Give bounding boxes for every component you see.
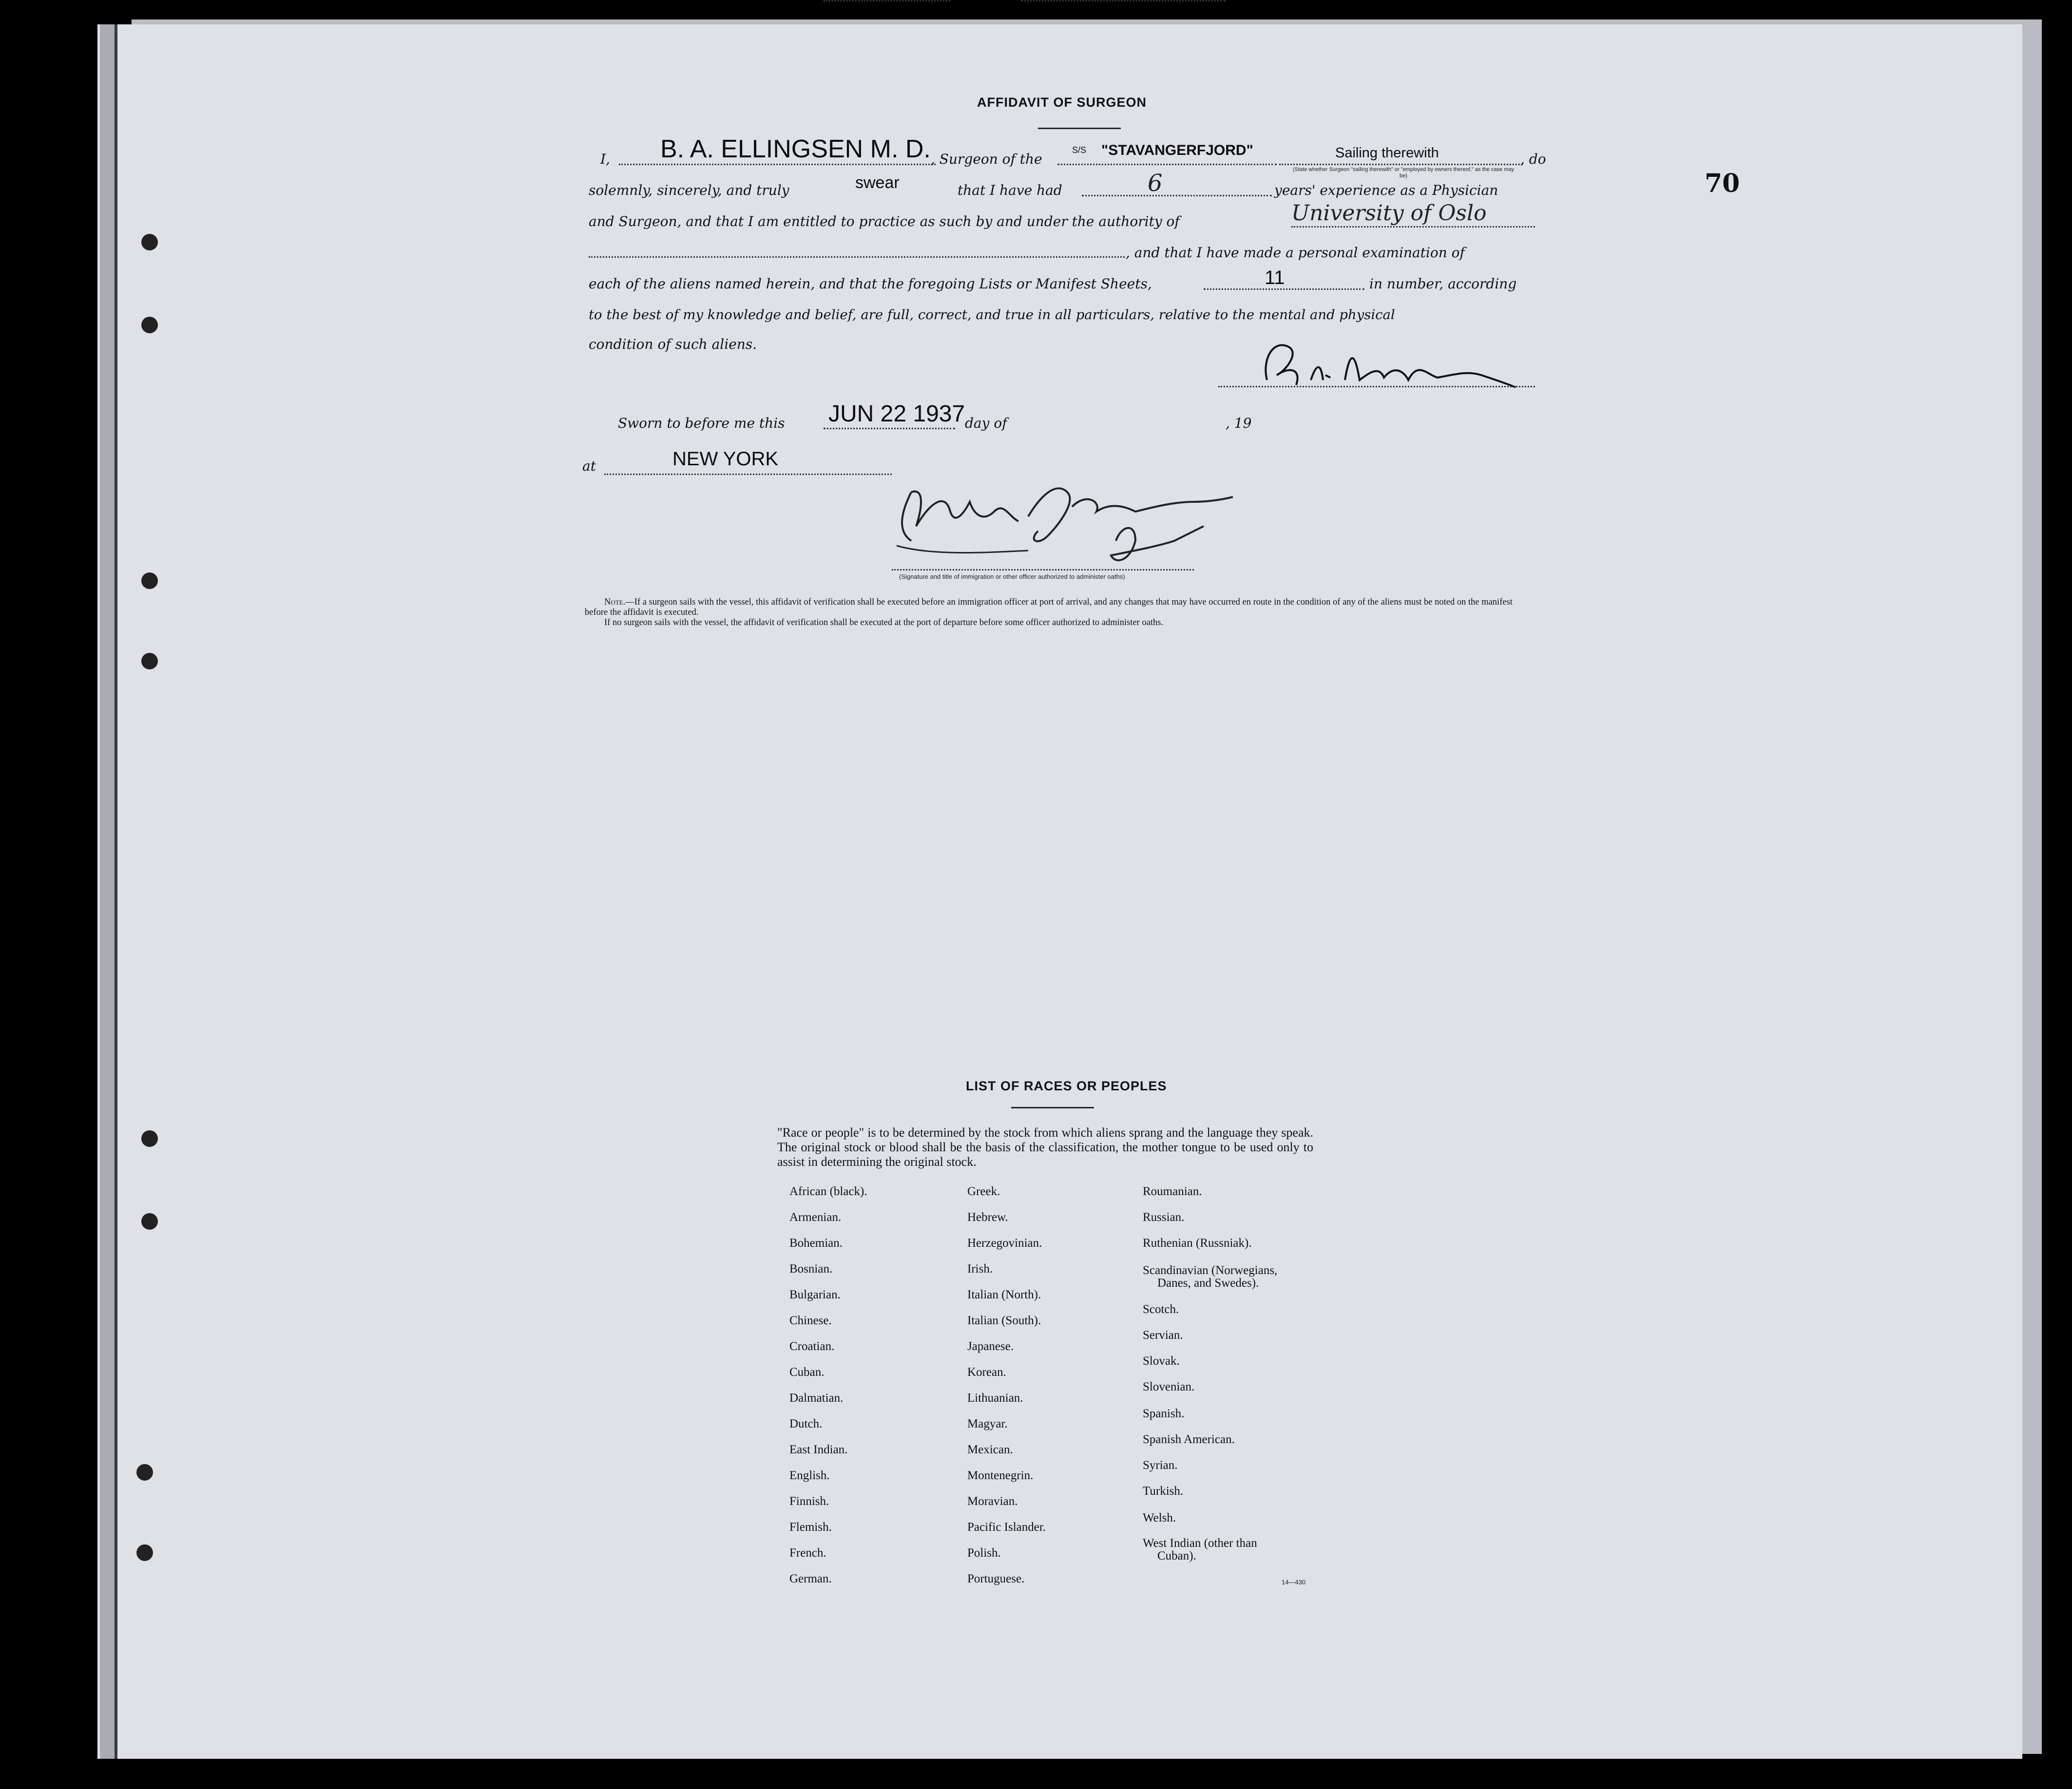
years-blank — [1082, 195, 1272, 196]
race-list-item: Slovak. — [1143, 1354, 1180, 1368]
word-that-i-have-had: that I have had — [958, 182, 1062, 198]
race-list-item: Japanese. — [967, 1340, 1014, 1353]
surgeon-signature — [1257, 331, 1520, 395]
race-list-item: Bosnian. — [789, 1262, 833, 1275]
status-blank — [1279, 164, 1523, 165]
race-list-item: Spanish. — [1143, 1407, 1185, 1420]
binding-hole — [62, 568, 86, 591]
race-list-item: Chinese. — [789, 1314, 832, 1327]
race-list-item: Montenegrin. — [967, 1469, 1034, 1482]
officer-signature-caption: (Signature and title of immigration or other officer authorized to administer oaths) — [899, 573, 1125, 580]
race-list-item: Scotch. — [1143, 1303, 1179, 1316]
word-condition: condition of such aliens. — [589, 336, 757, 352]
place-value: NEW YORK — [672, 448, 779, 470]
binding-spine — [100, 24, 117, 1759]
note-text-1: —If a surgeon sails with the vessel, this affidavit of verification shall be executed before an immigration officer at port of arrival, and any changes that may have occurred en route in the condition of any of the aliens must be noted on the manifest before the affidavit is executed. — [585, 597, 1513, 617]
race-list-item: West Indian (other than — [1143, 1537, 1257, 1550]
race-list-item: African (black). — [789, 1185, 867, 1198]
race-list-item: Dutch. — [789, 1417, 823, 1430]
form-code: 14—430 — [1282, 1579, 1306, 1586]
race-list-item: Lithuanian. — [967, 1391, 1023, 1405]
affidavit-note — [585, 597, 1535, 628]
ship-blank — [1057, 164, 1277, 165]
race-list-item: Croatian. — [789, 1340, 835, 1353]
race-list-item: Magyar. — [967, 1417, 1008, 1430]
race-list-item: Moravian. — [967, 1495, 1018, 1508]
race-list-item: English. — [789, 1469, 830, 1482]
binding-hole — [141, 234, 158, 250]
place-blank — [604, 474, 892, 475]
race-list-item: Flemish. — [789, 1521, 832, 1534]
page-number: 70 — [1705, 169, 1740, 198]
race-list-item: Dalmatian. — [789, 1391, 844, 1405]
binding-hole — [67, 1123, 91, 1146]
race-list-item: Pacific Islander. — [967, 1521, 1046, 1534]
month-blank — [1021, 0, 1226, 1]
binding-hole — [141, 1130, 158, 1147]
binding-hole — [141, 653, 158, 669]
status-instruction: (State whether Surgeon "sailing therewith" or "employed by owners thereof," as the case may be) — [1292, 167, 1515, 179]
binding-hole — [141, 1213, 158, 1230]
races-title-rule — [1011, 1107, 1094, 1108]
sworn-date-blank — [824, 428, 955, 429]
oath-word: swear — [855, 173, 900, 192]
race-list-item: Cuban. — [789, 1366, 825, 1379]
race-list-item: Slovenian. — [1143, 1380, 1195, 1393]
word-do: , do — [1520, 151, 1546, 167]
binding-hole — [141, 317, 158, 333]
binding-hole — [58, 227, 81, 250]
race-list-item: Polish. — [967, 1546, 1001, 1560]
status-value: Sailing therewith — [1335, 145, 1439, 161]
race-list-item: Turkish. — [1143, 1484, 1184, 1498]
binding-hole — [136, 1544, 153, 1561]
race-list-item: German. — [789, 1572, 832, 1585]
race-list-item: Spanish American. — [1143, 1433, 1235, 1446]
word-nineteen: , 19 — [1226, 415, 1252, 431]
sworn-date: JUN 22 1937 — [828, 401, 965, 427]
binding-hole — [141, 572, 158, 589]
binding-hole — [62, 648, 86, 671]
ship-prefix: S/S — [1072, 145, 1087, 155]
note-text-2: If no surgeon sails with the vessel, the affidavit of verification shall be executed at the port of departure before some officer authorized to administer oaths. — [604, 618, 1164, 628]
race-list-item: Armenian. — [789, 1211, 842, 1224]
title-rule — [1038, 128, 1121, 129]
race-list-item: Portuguese. — [967, 1572, 1025, 1585]
oath-blank — [824, 0, 950, 1]
note-label: Note. — [604, 597, 626, 607]
authority-continued-blank — [589, 256, 1125, 258]
race-list-item: Hebrew. — [967, 1211, 1008, 1224]
race-list-item: East Indian. — [789, 1443, 848, 1456]
word-at: at — [582, 458, 596, 474]
race-list-item: Herzegovinian. — [967, 1237, 1042, 1250]
word-day-of: day of — [965, 415, 1007, 431]
binding-hole — [67, 1206, 91, 1229]
word-each-of-aliens: each of the aliens named herein, and that the foregoing Lists or Manifest Sheets, — [589, 276, 1152, 292]
word-personal-exam: , and that I have made a personal examination of — [1126, 245, 1465, 261]
affidavit-title: AFFIDAVIT OF SURGEON — [977, 95, 1147, 110]
race-list-item: Finnish. — [789, 1495, 829, 1508]
races-title: LIST OF RACES OR PEOPLES — [966, 1079, 1167, 1093]
word-in-number: in number, according — [1369, 276, 1517, 292]
race-list-item: Italian (South). — [967, 1314, 1041, 1327]
authority-value: University of Oslo — [1291, 201, 1487, 226]
race-list-item: Syrian. — [1143, 1459, 1178, 1472]
race-list-item: Bulgarian. — [789, 1288, 841, 1301]
races-intro: "Race or people" is to be determined by the stock from which aliens sprang and the language they speak. The original stock or blood shall be the basis of the classification, the mother tongue to be used only to assist in determining the original stock. — [777, 1125, 1313, 1169]
race-list-item: Servian. — [1143, 1329, 1183, 1342]
race-list-item: Irish. — [967, 1262, 993, 1275]
race-list-item: French. — [789, 1546, 826, 1560]
word-i: I, — [600, 151, 610, 167]
race-list-item: Scandinavian (Norwegians, — [1143, 1264, 1278, 1277]
race-list-item: Ruthenian (Russniak). — [1143, 1237, 1252, 1250]
surgeon-name-blank — [619, 164, 936, 165]
race-list-item: Welsh. — [1143, 1511, 1176, 1524]
race-list-item: Mexican. — [967, 1443, 1013, 1456]
word-solemnly: solemnly, sincerely, and truly — [589, 182, 789, 198]
word-surgeon-of-the: , Surgeon of the — [931, 151, 1042, 167]
word-and-surgeon: and Surgeon, and that I am entitled to practice as such by and under the authority of — [589, 213, 1180, 229]
surgeon-name: B. A. ELLINGSEN M. D. — [660, 135, 931, 163]
race-list-item: Greek. — [967, 1185, 1000, 1198]
binding-hole — [62, 1544, 86, 1568]
ship-name: "STAVANGERFJORD" — [1101, 142, 1253, 158]
binding-hole — [136, 1464, 153, 1481]
race-list-item: Italian (North). — [967, 1288, 1041, 1301]
race-list-item: Bohemian. — [789, 1237, 843, 1250]
race-list-item: Russian. — [1143, 1211, 1185, 1224]
officer-signature — [882, 473, 1252, 575]
race-list-item: Cuban). — [1157, 1549, 1196, 1562]
word-sworn: Sworn to before me this — [618, 415, 785, 431]
binding-hole — [58, 309, 81, 333]
race-list-item: Roumanian. — [1143, 1185, 1202, 1198]
authority-blank — [1291, 226, 1535, 228]
race-list-item: Korean. — [967, 1366, 1006, 1379]
word-best-of-knowledge: to the best of my knowledge and belief, are full, correct, and true in all particulars, relative to the mental and physical — [589, 307, 1395, 323]
race-list-item: Danes, and Swedes). — [1157, 1276, 1259, 1290]
word-years-experience: years' experience as a Physician — [1274, 182, 1498, 198]
years-value: 6 — [1148, 170, 1163, 197]
sheets-value: 11 — [1265, 267, 1285, 288]
officer-signature-line — [892, 569, 1194, 571]
